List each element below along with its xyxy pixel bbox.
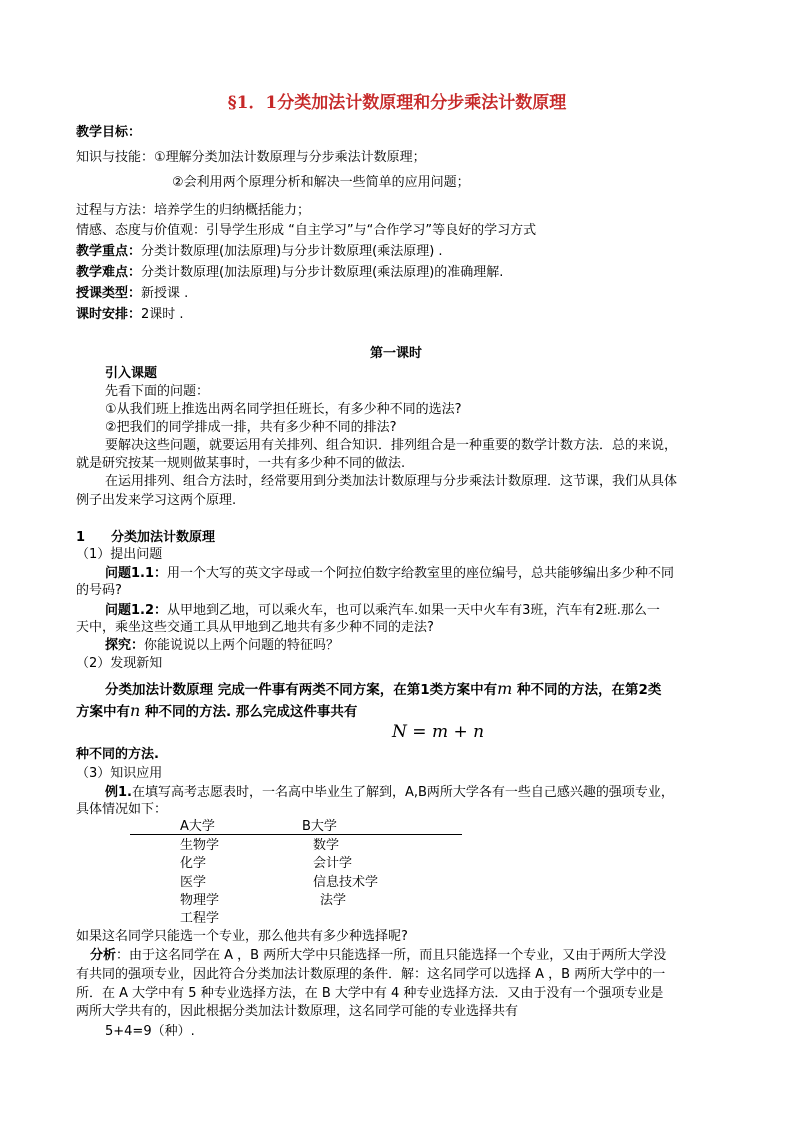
explore-label: 探究：	[105, 638, 145, 653]
table-cell-a: 物理学	[180, 893, 220, 908]
formula-lhs: N	[392, 722, 407, 742]
difficulty-line	[76, 265, 503, 281]
section-title: 分类加法计数原理	[111, 530, 216, 545]
example-1-text: 在填写高考志愿表时，一名高中毕业生了解到，A,B两所大学各有一些自己感兴趣的强项专业，	[131, 785, 674, 800]
table-header-a: A大学	[180, 819, 215, 834]
explore-text: 你能说说以上两个问题的特征吗？	[144, 638, 340, 653]
question-1-2-text: 从甲地到乙地，可以乘火车，也可以乘汽车.如果一天中火车有3班，汽车有2班.那么一	[167, 603, 660, 618]
table-cell-b: 信息技术学	[313, 875, 379, 890]
question-1-2-line-1	[105, 603, 660, 619]
question-1-1-line-2: 的号码?	[76, 583, 122, 598]
paragraph-1-line-2: 就是研究按某一规则做某事时，一共有多少种不同的做法.	[76, 456, 406, 471]
principle-line-3: 种不同的方法.	[76, 747, 159, 762]
analysis-line-2: 有共同的强项专业，因此符合分类加法计数原理的条件．解：这名同学可以选择 A ，B 两所大学中的一	[76, 967, 666, 982]
principle-text-3: 方案中有	[76, 704, 130, 720]
focus-text: 分类计数原理(加法原理)与分步计数原理(乘法原理) .	[141, 244, 443, 259]
emotion-line: 情感、态度与价值观：引导学生形成 “自主学习”与“合作学习”等良好的学习方式	[76, 223, 537, 238]
analysis-text: ：由于这名同学在 A ，B 两所大学中只能选择一所，而且只能选择一个专业，又由于两所大学没	[116, 948, 667, 963]
difficulty-label: 教学难点：	[76, 265, 142, 280]
objectives-heading: 教学目标：	[76, 125, 142, 140]
variable-m: m	[497, 679, 513, 698]
subsection-3: （3）知识应用	[76, 766, 163, 781]
page-title: §1．1分类加法计数原理和分步乘法计数原理	[227, 93, 567, 113]
question-1-1-line-1	[105, 566, 674, 582]
analysis-line-4: 两所大学共有的，因此根据分类加法计数原理，这名同学可能的专业选择共有	[76, 1004, 519, 1019]
subsection-1: （1）提出问题	[76, 547, 163, 562]
explore-line	[105, 638, 339, 654]
sum-formula	[392, 722, 484, 742]
question-1-2-label: 问题1.2：	[105, 603, 168, 618]
example-1-line-1	[105, 785, 674, 801]
intro-line-2: ①从我们班上推选出两名同学担任班长，有多少种不同的选法?	[105, 402, 462, 417]
knowledge-line-1	[76, 150, 426, 166]
intro-heading: 引入课题	[105, 366, 158, 381]
process-line: 过程与方法：培养学生的归纳概括能力；	[76, 203, 311, 218]
analysis-label: 分析	[90, 948, 117, 963]
hours-label: 课时安排：	[76, 307, 142, 322]
focus-line	[76, 244, 443, 260]
hours-text: 2课时 .	[141, 307, 184, 322]
analysis-line-3: 所．在 A 大学中有 5 种专业选择方法，在 B 大学中有 4 种专业选择方法．又由于没有一个强项专业是	[76, 986, 664, 1001]
table-cell-a: 生物学	[180, 838, 220, 853]
difficulty-text: 分类计数原理(加法原理)与分步计数原理(乘法原理)的准确理解.	[141, 265, 504, 280]
paragraph-1-line-1: 要解决这些问题，就要运用有关排列、组合知识．排列组合是一种重要的数学计数方法．总的来说，	[105, 438, 678, 453]
paragraph-2-line-1: 在运用排列、组合方法时，经常要用到分类加法计数原理与分步乘法计数原理．这节课，我们从具体	[105, 474, 678, 489]
table-cell-a: 工程学	[180, 911, 220, 926]
table-cell-b: 数学	[313, 838, 340, 853]
table-header-b: B大学	[302, 819, 337, 834]
knowledge-item-1: ①理解分类加法计数原理与分步乘法计数原理；	[154, 150, 426, 165]
section-number: 1	[76, 530, 86, 545]
formula-n: n	[473, 722, 485, 742]
type-label: 授课类型：	[76, 286, 142, 301]
knowledge-item-2: ②会利用两个原理分析和解决一些简单的应用问题；	[172, 175, 470, 190]
question-1-2-line-2: 天中，乘坐这些交通工具从甲地到乙地共有多少种不同的走法?	[76, 620, 434, 635]
principle-text-4: 种不同的方法. 那么完成这件事共有	[145, 704, 358, 720]
principle-text-2: 种不同的方法，在第2类	[516, 682, 662, 698]
principle-line-2	[76, 703, 357, 720]
question-1-1-label: 问题1.1：	[105, 566, 168, 581]
knowledge-label: 知识与技能：	[76, 150, 155, 165]
answer-line: 5+4=9（种）.	[105, 1024, 195, 1039]
example-1-label: 例1.	[105, 785, 132, 800]
formula-m: m	[431, 722, 449, 742]
section-1-heading	[76, 530, 215, 546]
intro-line-1: 先看下面的问题：	[105, 384, 210, 399]
table-cell-b: 法学	[320, 893, 347, 908]
question-line: 如果这名同学只能选一个专业，那么他共有多少种选择呢?	[76, 929, 408, 944]
table-cell-b: 会计学	[313, 856, 353, 871]
principle-name: 分类加法计数原理	[105, 682, 213, 698]
subsection-2: （2）发现新知	[76, 656, 163, 671]
example-1-line-2: 具体情况如下：	[76, 802, 168, 817]
table-cell-a: 化学	[180, 856, 207, 871]
paragraph-2-line-2: 例子出发来学习这两个原理.	[76, 493, 237, 508]
question-1-1-text: 用一个大写的英文字母或一个阿拉伯数字给教室里的座位编号，总共能够编出多少种不同	[167, 566, 675, 581]
focus-label: 教学重点：	[76, 244, 142, 259]
principle-line-1	[105, 681, 661, 698]
table-rule	[130, 834, 462, 835]
hours-line	[76, 307, 184, 323]
principle-text-1: 完成一件事有两类不同方案，在第1类方案中有	[217, 682, 498, 698]
table-cell-a: 医学	[180, 875, 207, 890]
formula-equals: =	[412, 722, 427, 742]
variable-n: n	[130, 701, 141, 720]
formula-plus: +	[453, 722, 468, 742]
analysis-line-1	[90, 948, 666, 964]
lesson-heading: 第一课时	[370, 346, 423, 361]
type-text: 新授课 .	[141, 286, 189, 301]
intro-line-3: ②把我们的同学排成一排，共有多少种不同的排法?	[105, 420, 397, 435]
type-line	[76, 286, 188, 302]
